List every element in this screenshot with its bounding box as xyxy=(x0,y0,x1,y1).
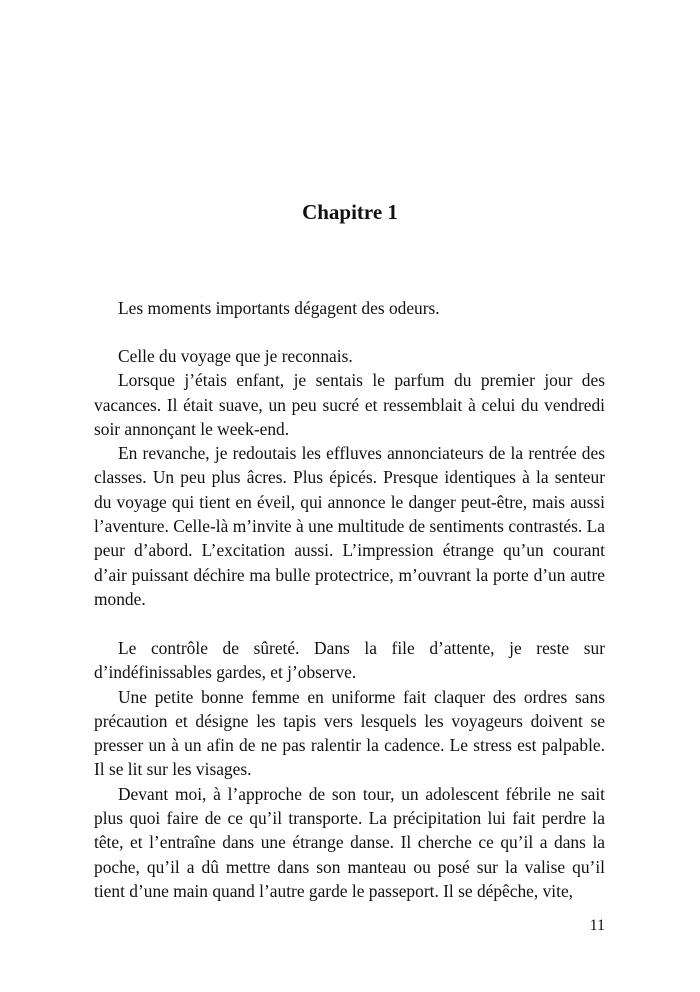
text-section-1 xyxy=(94,296,605,320)
paragraph: Une petite bonne femme en uniforme fait claquer des ordres sans précaution et désigne les tapis vers lesquels les voyageurs doivent se presser un à un afin de ne pas ralentir la cadence. Le stress est palpable. Il se lit sur les visages. xyxy=(94,686,605,780)
chapter-title: Chapitre 1 xyxy=(302,200,398,224)
paragraph: Devant moi, à l’approche de son tour, un adolescent fébrile ne sait plus quoi faire de ce qu’il transporte. La précipitation lui fait perdre la tête, et l’entraîne dans une étrange danse. Il cherche ce qu’il a dans la poche, qu’il a dû mettre dans son manteau ou posé sur la valise qu’il tient d’une main quand l’autre garde le passeport. Il se dépêche, vite, xyxy=(94,783,605,901)
text-section-2 xyxy=(94,344,605,611)
paragraph: Lorsque j’étais enfant, je sentais le parfum du premier jour des vacances. Il était suave, un peu sucré et ressemblait à celui du vendredi soir annonçant le week-end. xyxy=(94,370,605,439)
page-number: 11 xyxy=(589,917,605,934)
text-section-3 xyxy=(94,636,605,903)
paragraph: Celle du voyage que je reconnais. xyxy=(118,346,353,366)
paragraph: Le contrôle de sûreté. Dans la file d’attente, je reste sur d’indéfinissables gardes, et j’observe. xyxy=(94,638,605,683)
paragraph: Les moments importants dégagent des odeurs. xyxy=(118,298,440,318)
paragraph: En revanche, je redoutais les effluves annonciateurs de la rentrée des classes. Un peu plus âcres. Plus épicés. Presque identiques à la senteur du voyage qui tient en éveil, qui annonce le danger peut-être, mais aussi l’aventure. Celle-là m’invite à une multitude de sentiments contrastés. La peur d’abord. L’excitation aussi. L’impression étrange qu’un courant d’air puissant déchire ma bulle protectrice, m’ouvrant la porte d’un autre monde. xyxy=(94,443,605,609)
